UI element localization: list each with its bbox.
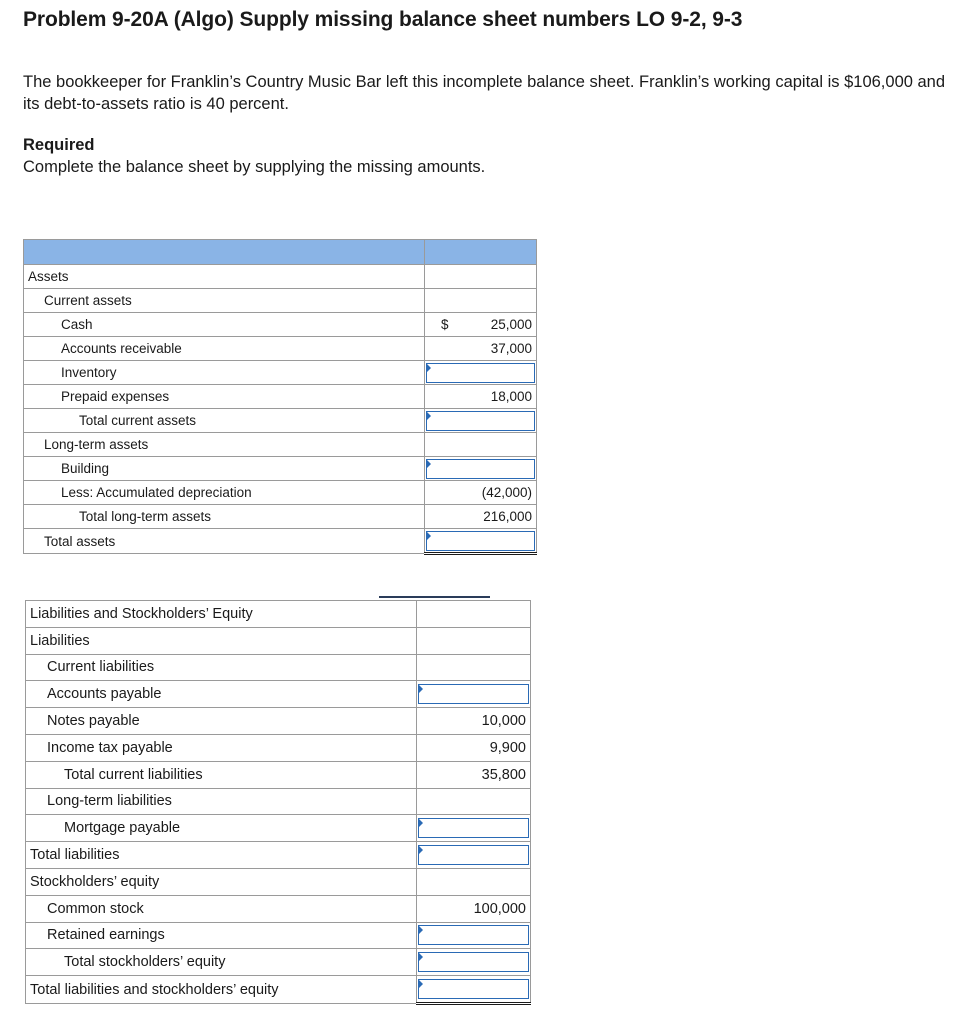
liabilities-heading: Liabilities	[26, 627, 417, 654]
assets-header-band	[24, 240, 537, 265]
building-input[interactable]	[426, 459, 535, 479]
total-liabilities-equity-input[interactable]	[418, 979, 529, 999]
accounts-receivable-value: 37,000	[425, 337, 537, 361]
table-row	[26, 708, 531, 735]
table-row	[24, 505, 537, 529]
accounts-payable-label: Accounts payable	[26, 681, 417, 708]
table-row	[26, 895, 531, 922]
table-row	[24, 361, 537, 385]
table-row	[26, 922, 531, 949]
prepaid-expenses-label: Prepaid expenses	[24, 385, 425, 409]
liabilities-equity-heading: Liabilities and Stockholders’ Equity	[26, 601, 417, 628]
total-assets-input[interactable]	[426, 531, 535, 551]
accounts-receivable-label: Accounts receivable	[24, 337, 425, 361]
current-assets-label: Current assets	[24, 289, 425, 313]
total-current-assets-input[interactable]	[426, 411, 535, 431]
inventory-input[interactable]	[426, 363, 535, 383]
assets-heading: Assets	[24, 265, 425, 289]
assets-table	[23, 239, 537, 555]
table-row	[26, 654, 531, 681]
problem-intro: The bookkeeper for Franklin’s Country Music Bar left this incomplete balance sheet. Franklin’s working capital is $106,000 and its debt-to-assets ratio is 40 percent.	[23, 73, 946, 113]
total-current-liabilities-label: Total current liabilities	[26, 761, 417, 788]
common-stock-value: 100,000	[417, 895, 531, 922]
cash-label: Cash	[24, 313, 425, 337]
notes-payable-value: 10,000	[417, 708, 531, 735]
total-long-term-assets-value: 216,000	[425, 505, 537, 529]
common-stock-label: Common stock	[26, 895, 417, 922]
prepaid-expenses-value: 18,000	[425, 385, 537, 409]
accumulated-depreciation-label: Less: Accumulated depreciation	[24, 481, 425, 505]
total-liabilities-input[interactable]	[418, 845, 529, 865]
total-liabilities-equity-label: Total liabilities and stockholders’ equity	[26, 976, 417, 1004]
table-row	[26, 761, 531, 788]
total-stockholders-equity-input[interactable]	[418, 952, 529, 972]
long-term-assets-label: Long-term assets	[24, 433, 425, 457]
stockholders-equity-label: Stockholders’ equity	[26, 868, 417, 895]
total-current-assets-label: Total current assets	[24, 409, 425, 433]
table-row	[24, 313, 537, 337]
table-row	[26, 815, 531, 842]
table-row	[24, 457, 537, 481]
table-row	[26, 842, 531, 869]
cash-value: 25,000	[490, 317, 532, 332]
notes-payable-label: Notes payable	[26, 708, 417, 735]
total-liabilities-label: Total liabilities	[26, 842, 417, 869]
current-liabilities-label: Current liabilities	[26, 654, 417, 681]
table-row	[26, 949, 531, 976]
table-row	[26, 681, 531, 708]
income-tax-payable-value: 9,900	[417, 734, 531, 761]
accumulated-depreciation-value: (42,000)	[425, 481, 537, 505]
table-row	[24, 481, 537, 505]
table-row	[24, 409, 537, 433]
building-label: Building	[24, 457, 425, 481]
retained-earnings-label: Retained earnings	[26, 922, 417, 949]
mortgage-payable-label: Mortgage payable	[26, 815, 417, 842]
total-assets-label: Total assets	[24, 529, 425, 554]
mortgage-payable-input[interactable]	[418, 818, 529, 838]
table-row	[26, 601, 531, 628]
table-row	[24, 289, 537, 313]
table-row	[24, 385, 537, 409]
table-row	[26, 868, 531, 895]
table-row	[26, 788, 531, 815]
table-row	[24, 337, 537, 361]
income-tax-payable-label: Income tax payable	[26, 734, 417, 761]
dollar-sign: $	[441, 317, 449, 332]
table-row	[26, 627, 531, 654]
required-heading: Required	[23, 136, 95, 154]
total-long-term-assets-label: Total long-term assets	[24, 505, 425, 529]
total-current-liabilities-value: 35,800	[417, 761, 531, 788]
long-term-liabilities-label: Long-term liabilities	[26, 788, 417, 815]
retained-earnings-input[interactable]	[418, 925, 529, 945]
required-text: Complete the balance sheet by supplying the missing amounts.	[23, 158, 486, 176]
liabilities-equity-table	[25, 600, 531, 1005]
inventory-label: Inventory	[24, 361, 425, 385]
table-row	[26, 734, 531, 761]
table-row	[24, 433, 537, 457]
total-stockholders-equity-label: Total stockholders’ equity	[26, 949, 417, 976]
problem-title: Problem 9-20A (Algo) Supply missing balance sheet numbers LO 9-2, 9-3	[23, 8, 743, 31]
table-row	[26, 976, 531, 1004]
table-row	[24, 529, 537, 554]
accounts-payable-input[interactable]	[418, 684, 529, 704]
table-row	[24, 265, 537, 289]
